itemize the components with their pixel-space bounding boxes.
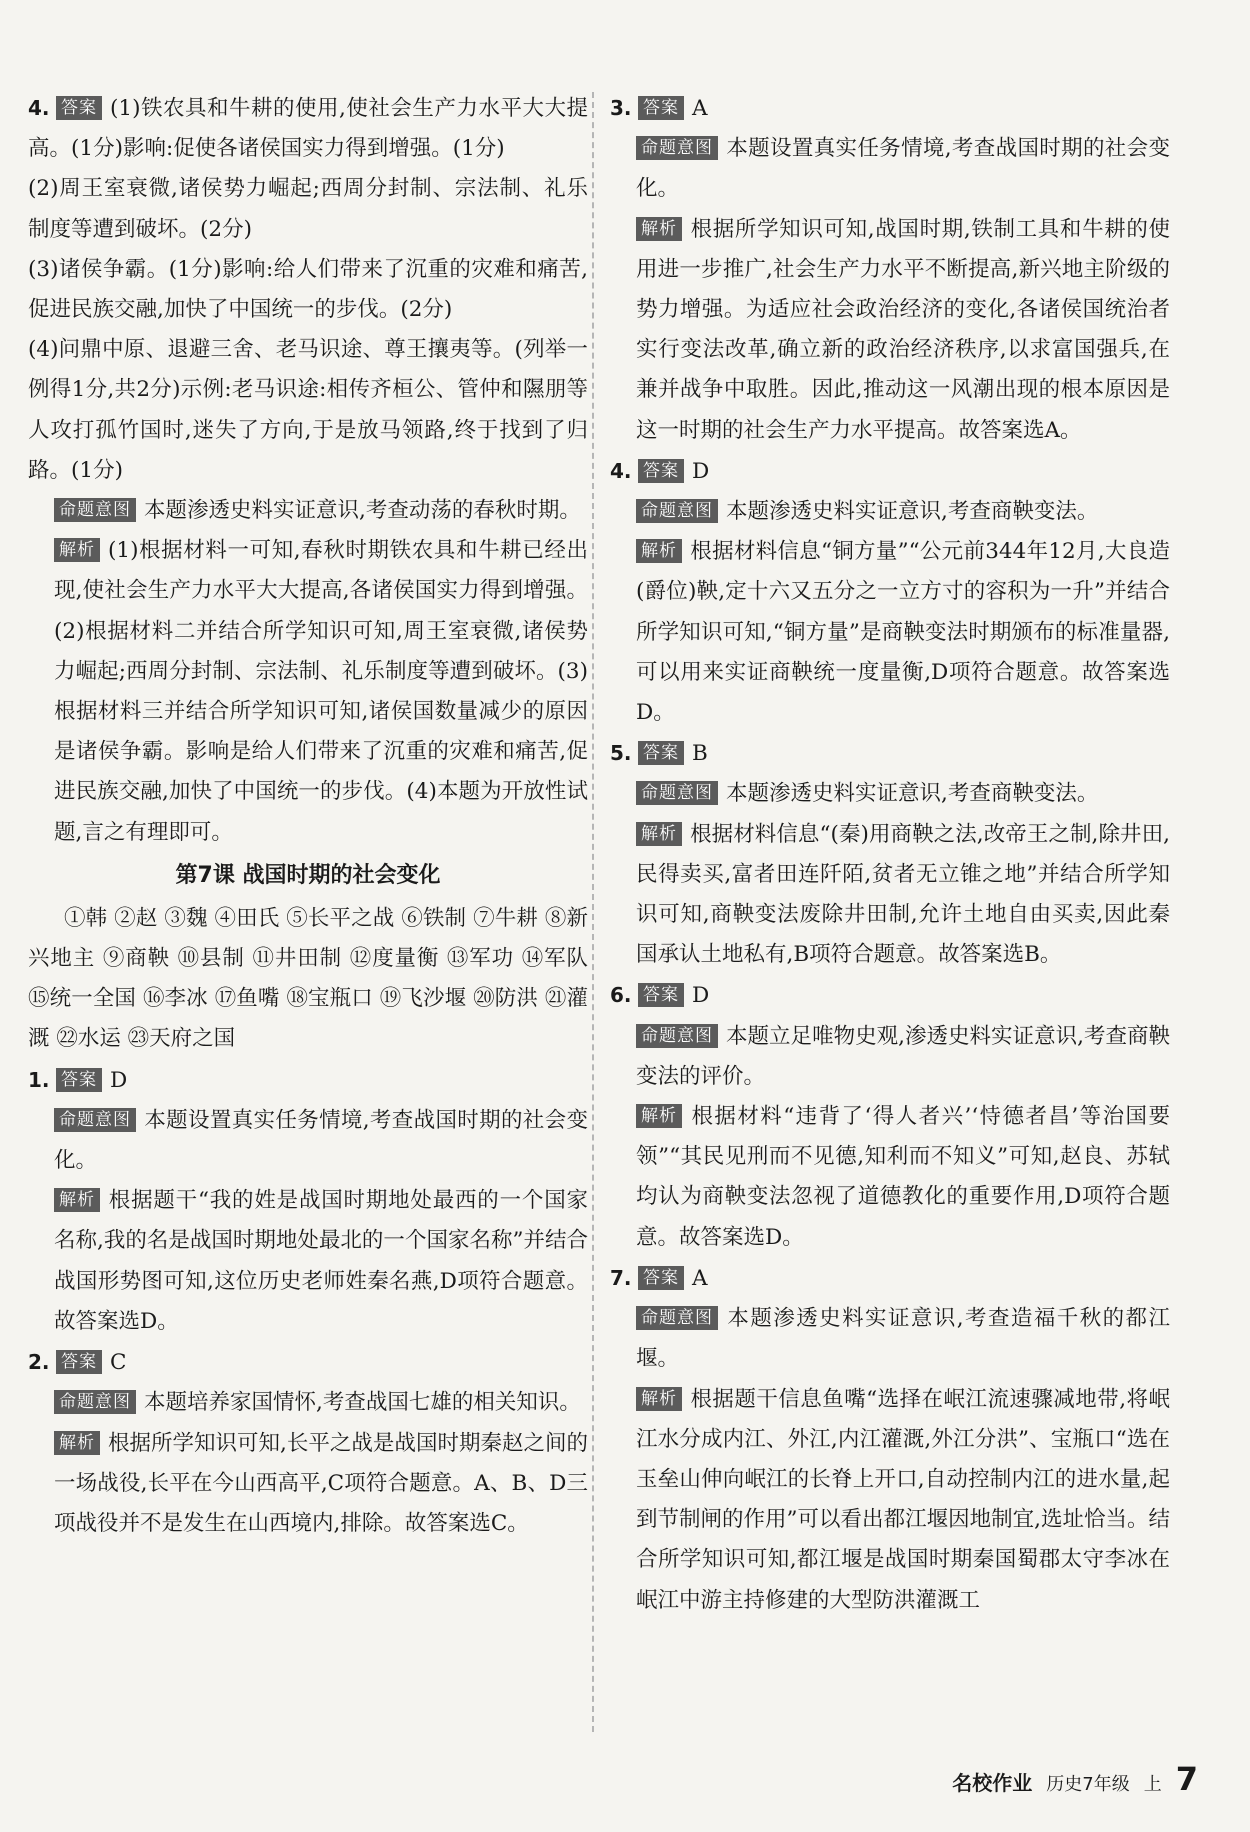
intent-text: 本题立足唯物史观,渗透史料实证意识,考查商鞅变法的评价。 bbox=[636, 1023, 1170, 1089]
answer-tag: 答案 bbox=[56, 96, 102, 120]
question-number: 3. bbox=[610, 96, 632, 120]
analysis-tag: 解析 bbox=[636, 1104, 682, 1128]
intent-text: 本题设置真实任务情境,考查战国时期的社会变化。 bbox=[54, 1107, 588, 1174]
q3-answer-block bbox=[610, 88, 1170, 129]
footer-brand: 名校作业 bbox=[952, 1771, 1033, 1795]
intent-tag: 命题意图 bbox=[636, 136, 718, 160]
answer-tag: 答案 bbox=[638, 96, 684, 120]
lesson-title: 第7课 战国时期的社会变化 bbox=[175, 862, 441, 888]
intent-block bbox=[610, 1299, 1170, 1379]
intent-text: 本题渗透史料实证意识,考查造福千秋的都江堰。 bbox=[636, 1306, 1170, 1372]
q2-answer-block bbox=[28, 1342, 588, 1383]
analysis-tag: 解析 bbox=[54, 1431, 100, 1455]
intent-block bbox=[28, 491, 588, 531]
answer-tag: 答案 bbox=[56, 1350, 102, 1374]
q7-answer-block bbox=[610, 1258, 1170, 1299]
answer-text: A bbox=[692, 1265, 708, 1291]
left-column bbox=[28, 88, 588, 1544]
analysis-text: 根据题干“我的姓是战国时期地处最西的一个国家名称,我的名是战国时期地处最北的一个国家名称”并结合战国形势图可知,这位历史老师姓秦名燕,D项符合题意。故答案选D。 bbox=[54, 1188, 588, 1334]
question-number: 4. bbox=[28, 96, 50, 120]
intent-block bbox=[610, 1017, 1170, 1097]
intent-block bbox=[28, 1383, 588, 1423]
intent-text: 本题渗透史料实证意识,考查商鞅变法。 bbox=[726, 781, 1099, 807]
intent-tag: 命题意图 bbox=[636, 1306, 718, 1330]
analysis-block bbox=[610, 210, 1170, 451]
question-number: 5. bbox=[610, 741, 632, 766]
intent-text: 本题设置真实任务情境,考查战国时期的社会变化。 bbox=[636, 136, 1170, 202]
analysis-block bbox=[610, 1097, 1170, 1258]
analysis-tag: 解析 bbox=[636, 539, 682, 563]
question-number: 2. bbox=[28, 1350, 50, 1375]
question-number: 1. bbox=[28, 1067, 50, 1092]
answer-paragraph: (4)问鼎中原、退避三舍、老马识途、尊王攘夷等。(列举一例得1分,共2分)示例:老马识途:相传齐桓公、管仲和隰朋等人攻打孤竹国时,迷失了方向,于是放马领路,终于找到了归路。(1分) bbox=[28, 337, 588, 483]
analysis-block bbox=[28, 531, 588, 853]
answer-tag: 答案 bbox=[638, 741, 684, 765]
analysis-text: 根据所学知识可知,战国时期,铁制工具和牛耕的使用进一步推广,社会生产力水平不断提高,新兴地主阶级的势力增强。为适应社会政治经济的变化,各诸侯国统治者实行变法改革,确立新的政治经济秩序,以求富国强兵,在兼并战争中取胜。因此,推动这一风潮出现的根本原因是这一时期的社会生产力水平提高。故答案选A。 bbox=[636, 216, 1170, 443]
q4-answer-block bbox=[610, 451, 1170, 492]
answer-tag: 答案 bbox=[638, 983, 684, 1007]
analysis-text: 根据材料“违背了‘得人者兴’‘恃德者昌’等治国要领”“其民见刑而不见德,知利而不知义”可知,赵良、苏轼均认为商鞅变法忽视了道德教化的重要作用,D项符合题意。故答案选D。 bbox=[636, 1104, 1170, 1250]
answer-text: C bbox=[110, 1350, 127, 1376]
q6-answer-block bbox=[610, 975, 1170, 1016]
intent-tag: 命题意图 bbox=[636, 781, 718, 805]
analysis-tag: 解析 bbox=[54, 538, 100, 562]
question-number: 6. bbox=[610, 983, 632, 1008]
analysis-block bbox=[28, 1424, 588, 1545]
analysis-tag: 解析 bbox=[54, 1188, 100, 1212]
footer-subject: 历史7年级 bbox=[1046, 1774, 1130, 1795]
analysis-tag: 解析 bbox=[636, 217, 682, 241]
question-number: 4. bbox=[610, 458, 632, 483]
q1-answer-block bbox=[28, 1060, 588, 1101]
intent-block bbox=[610, 129, 1170, 209]
analysis-text: (1)根据材料一可知,春秋时期铁农具和牛耕已经出现,使社会生产力水平大大提高,各诸侯国实力得到增强。(2)根据材料二并结合所学知识可知,周王室衰微,诸侯势力崛起;西周分封制、宗法制、礼乐制度等遭到破坏。(3)根据材料三并结合所学知识可知,诸侯国数量减少的原因是诸侯争霸。影响是给人们带来了沉重的灾难和痛苦,促进民族交融,加快了中国统一的步伐。(4)本题为开放性试题,言之有理即可。 bbox=[54, 538, 588, 845]
column-divider bbox=[592, 92, 594, 1732]
page-number: 7 bbox=[1175, 1760, 1198, 1798]
intent-text: 本题培养家国情怀,考查战国七雄的相关知识。 bbox=[144, 1390, 581, 1416]
intent-block bbox=[610, 492, 1170, 532]
analysis-text: 根据题干信息鱼嘴“选择在岷江流速骤减地带,将岷江水分成内江、外江,内江灌溉,外江分洪”、宝瓶口“选在玉垒山伸向岷江的长脊上开口,自动控制内江的进水量,起到节制闸的作用”可以看出都江堰因地制宜,选址恰当。结合所学知识可知,都江堰是战国时期秦国蜀郡太守李冰在岷江中游主持修建的大型防洪灌溉工 bbox=[636, 1386, 1170, 1613]
intent-block bbox=[28, 1101, 588, 1181]
answer-paragraph: (3)诸侯争霸。(1分)影响:给人们带来了沉重的灾难和痛苦,促进民族交融,加快了中国统一的步伐。(2分) bbox=[28, 256, 588, 323]
analysis-text: 根据材料信息“铜方量”“公元前344年12月,大良造(爵位)鞅,定十六又五分之一立方寸的容积为一升”并结合所学知识可知,“铜方量”是商鞅变法时期颁布的标准量器,可以用来实证商鞅统一度量衡,D项符合题意。故答案选D。 bbox=[636, 539, 1170, 726]
footer-term: 上 bbox=[1143, 1774, 1162, 1795]
analysis-text: 根据所学知识可知,长平之战是战国时期秦赵之间的一场战役,长平在今山西高平,C项符合题意。A、B、D三项战役并不是发生在山西境内,排除。故答案选C。 bbox=[54, 1430, 588, 1536]
analysis-block bbox=[610, 815, 1170, 976]
answer-text: (1)铁农具和牛耕的使用,使社会生产力水平大大提高。(1分)影响:促使各诸侯国实力得到增强。(1分) bbox=[28, 96, 588, 162]
analysis-block bbox=[28, 1181, 588, 1342]
intent-block bbox=[610, 774, 1170, 814]
intent-text: 本题渗透史料实证意识,考查商鞅变法。 bbox=[726, 499, 1099, 525]
analysis-text: 根据材料信息“(秦)用商鞅之法,改帝王之制,除井田,民得卖买,富者田连阡陌,贫者无立锥之地”并结合所学知识可知,商鞅变法废除井田制,允许土地自由买卖,因此秦国承认土地私有,B项符合题意。故答案选B。 bbox=[636, 821, 1170, 968]
answer-text: B bbox=[692, 741, 708, 767]
lesson-fill-answers: ①韩 ②赵 ③魏 ④田氏 ⑤长平之战 ⑥铁制 ⑦牛耕 ⑧新兴地主 ⑨商鞅 ⑩县制 ⑪井田制 ⑫度量衡 ⑬军功 ⑭军队 ⑮统一全国 ⑯李冰 ⑰鱼嘴 ⑱宝瓶口 ⑲飞沙堰 ⑳防洪 ㉑灌溉 ㉒水运 ㉓天府之国 bbox=[28, 905, 588, 1052]
intent-tag: 命题意图 bbox=[54, 1108, 136, 1132]
analysis-block bbox=[610, 1380, 1170, 1621]
answer-text: A bbox=[692, 96, 708, 121]
q5-answer-block bbox=[610, 733, 1170, 774]
answer-text: D bbox=[692, 458, 710, 484]
q4-answer-block bbox=[28, 88, 588, 169]
analysis-tag: 解析 bbox=[636, 1387, 682, 1411]
question-number: 7. bbox=[610, 1265, 632, 1290]
answer-text: D bbox=[692, 983, 710, 1009]
answer-text: D bbox=[110, 1067, 128, 1093]
answer-tag: 答案 bbox=[56, 1068, 102, 1092]
right-column bbox=[610, 88, 1170, 1621]
intent-text: 本题渗透史料实证意识,考查动荡的春秋时期。 bbox=[144, 498, 581, 524]
analysis-block bbox=[610, 532, 1170, 733]
answer-tag: 答案 bbox=[638, 1266, 684, 1290]
intent-tag: 命题意图 bbox=[636, 1024, 718, 1048]
analysis-tag: 解析 bbox=[636, 822, 682, 846]
intent-tag: 命题意图 bbox=[54, 1390, 136, 1414]
intent-tag: 命题意图 bbox=[54, 498, 136, 522]
page-footer bbox=[952, 1760, 1198, 1798]
answer-paragraph: (2)周王室衰微,诸侯势力崛起;西周分封制、宗法制、礼乐制度等遭到破坏。(2分) bbox=[28, 176, 588, 242]
intent-tag: 命题意图 bbox=[636, 499, 718, 523]
answer-tag: 答案 bbox=[638, 459, 684, 483]
